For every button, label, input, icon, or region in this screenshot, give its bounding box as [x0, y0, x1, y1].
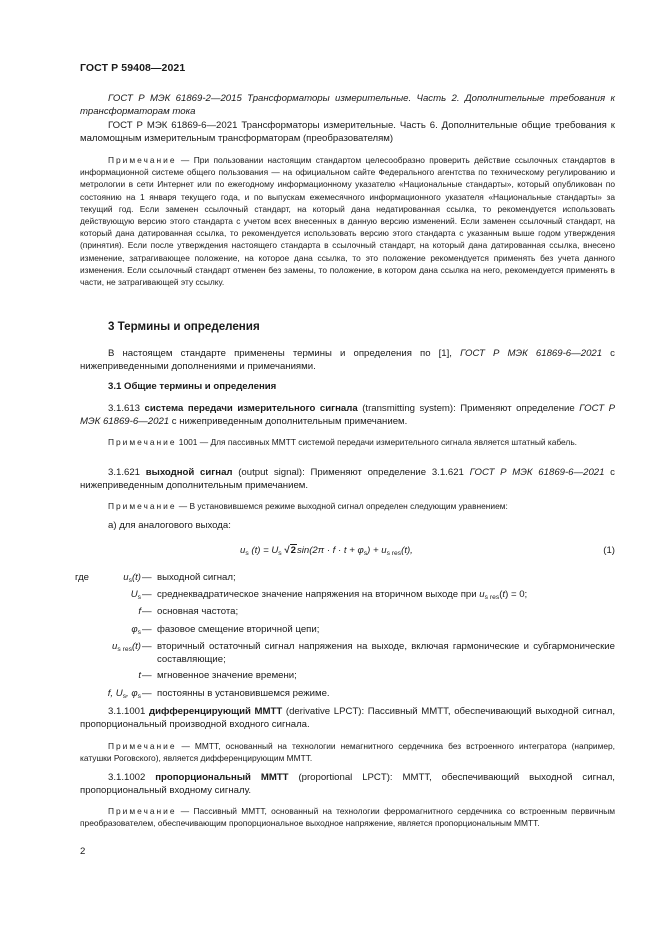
- symbols-list: где $u_s(t)$ — выходной сигнал; $U_s$ — среднеквадратическое значение напряжения на вторичном выходе при $u_{s res}(t) = 0$; f — основная частота; $\varphi_s$ — фазовое смещение вторичной цепи; $u_{s res}(t)$ — вторичный остаточный сигнал напряжения на выходе, включая гармонические и субгармонические составляющие; t — мгновенное значение времени; f, $U_s$, $\varphi_s$ — постоянны в установившемся режиме.: [80, 571, 615, 701]
- note-text: — При пользовании настоящим стандартом целесообразно проверить действие ссылочных стандартов в информационной системе общего пользования — на официальном сайте Федерального агентства по техническому регулированию и метрологии в сети Интернет или по ежегодному информационному указателю «Национальные стандарты», который опубликован по состоянию на 1 января текущего года, и по выпускам ежемесячного информационного указателя «Национальные стандарты» за текущий год. Если заменен ссылочный стандарт, на который дана недатированная ссылка, то рекомендуется использовать действующую версию этого стандарта с учетом всех внесенных в данную версию изменений. Если заменен ссылочный стандарт, на который дана датированная ссылка, то рекомендуется использовать версию этого стандарта с указанным выше годом утверждения (принятия). Если после утверждения настоящего стандарта в ссылочный стандарт, на который дана датированная ссылка, внесено изменение, затрагивающее положение, на которое дана ссылка, то это положение рекомендуется применять без учета данного изменения. Если ссылочный стандарт отменен без замены, то положение, в котором дана ссылка на него, рекомендуется применять в части, не затрагивающей эту ссылку.: [80, 155, 615, 288]
- symbol-desc: мгновенное значение времени;: [157, 670, 297, 681]
- symbol-desc: выходной сигнал;: [157, 572, 236, 583]
- note-3-1-1002: Примечание — Пассивный ММТТ, основанный на технологии ферромагнитного сердечника со встроенным первичным преобразователем, обеспечивающим пропорциональное выходное напряжение, является пропорциональным ММТТ.: [80, 806, 615, 829]
- symbol-constants: f, $U_s$, $\varphi_s$: [107, 688, 141, 700]
- item-analog-output: а) для аналогового выхода:: [108, 520, 231, 531]
- symbol-desc: фазовое смещение вторичной цепи;: [157, 624, 320, 635]
- symbol-desc: среднеквадратическое значение напряжения на вторичном выходе при $u_{s res}(t) = 0$;: [157, 589, 528, 601]
- where-label: где: [75, 572, 90, 583]
- term-3-1-613: 3.1.613 система передачи измерительного сигнала (transmitting system): Применяют определение ГОСТ Р МЭК 61869-6—2021 с нижеприведенным дополнительным примечанием.: [80, 403, 616, 428]
- reference-61869-6: ГОСТ Р МЭК 61869-6—2021 Трансформаторы измерительные. Часть 6. Дополнительные общие требования к маломощным измерительным трансформаторам (преобразователям): [80, 120, 615, 145]
- note-label: Примечание: [108, 155, 177, 165]
- term-3-1-1002: 3.1.1002 пропорциональный ММТТ (proportional LPCT): ММТТ, обеспечивающий выходной сигнал, пропорциональный входному сигналу.: [80, 772, 615, 797]
- note-3-1-1001: Примечание — ММТТ, основанный на технологии немагнитного сердечника без встроенного интегратора (например, катушки Роговского), является дифференцирующим ММТТ.: [80, 741, 615, 764]
- section-intro: В настоящем стандарте применены термины и определения по [1], ГОСТ Р МЭК 61869-6—2021 с нижеприведенными дополнениями и примечаниями.: [80, 348, 615, 373]
- symbol-desc: постоянны в установившемся режиме.: [157, 688, 330, 699]
- document-header: ГОСТ Р 59408—2021: [80, 62, 186, 74]
- symbol-us-t: $u_s(t)$: [123, 572, 141, 584]
- term-3-1-621: 3.1.621 выходной сигнал (output signal): Применяют определение 3.1.621 ГОСТ Р МЭК 61869-6—2021 с нижеприведенным дополнительным примечанием.: [80, 467, 615, 492]
- page-number: 2: [80, 846, 86, 857]
- term-3-1-1001: 3.1.1001 дифференцирующий ММТТ (derivative LPCT): Пассивный ММТТ, обеспечивающий выходной сигнал, пропорциональный производной входного сигнала.: [80, 706, 615, 731]
- symbol-desc: основная частота;: [157, 606, 239, 617]
- equation-body: $u_s$ $(t) = U_s$ $√2\sin(2\pi \cdot f \cdot t + \varphi_s) + u_{s res}(t)$,: [240, 545, 413, 557]
- section-title: 3 Термины и определения: [108, 320, 260, 333]
- symbol-t: t: [138, 670, 141, 681]
- subsection-title: 3.1 Общие термины и определения: [108, 381, 277, 392]
- note-references: [80, 154, 615, 288]
- note-3-1-613: Примечание 1001 — Для пассивных ММТТ системой передачи измерительного сигнала является штатный кабель.: [108, 437, 578, 447]
- symbol-f: f: [138, 606, 141, 617]
- symbol-phi-s: $\varphi_s$: [131, 624, 141, 636]
- note-3-1-621: Примечание — В установившемся режиме выходной сигнал определен следующим уравнением:: [108, 501, 508, 511]
- symbol-desc: вторичный остаточный сигнал напряжения на выходе, включая гармонические и субгармонические составляющие;: [157, 641, 615, 666]
- reference-61869-2: ГОСТ Р МЭК 61869-2—2015 Трансформаторы измерительные. Часть 2. Дополнительные требования к трансформаторам тока: [80, 93, 615, 118]
- symbol-Us: $U_s$: [130, 589, 141, 601]
- symbol-us-res: $u_{s res}(t)$: [112, 641, 141, 653]
- equation-number: (1): [603, 545, 615, 556]
